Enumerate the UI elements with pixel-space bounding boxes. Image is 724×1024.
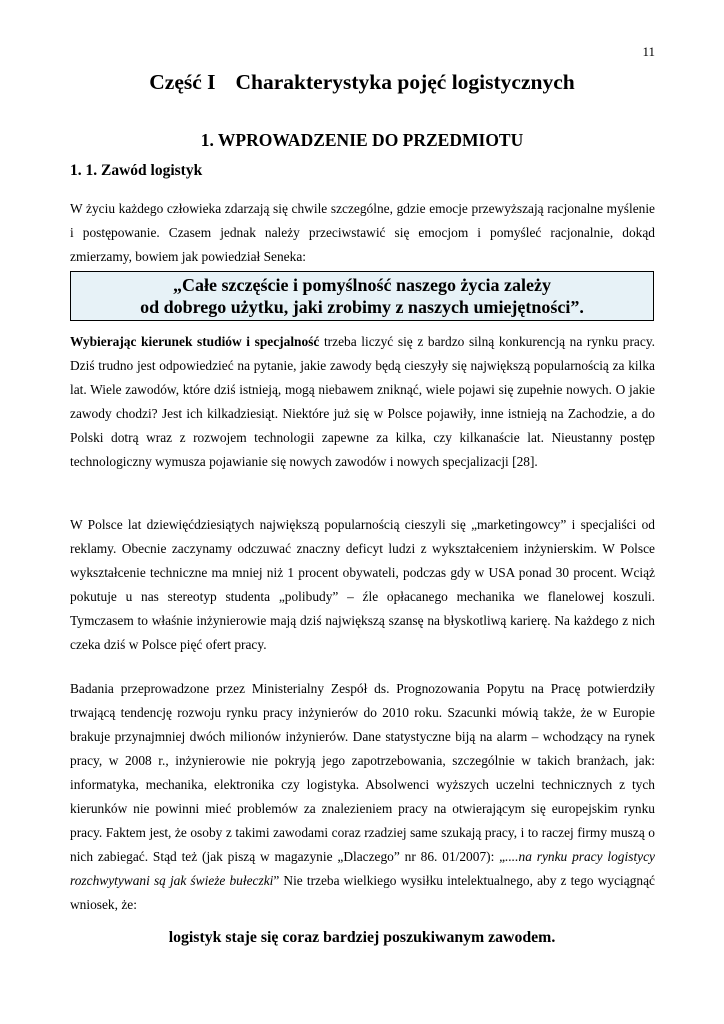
- seneca-quote: [70, 271, 654, 321]
- page-number: 11: [642, 44, 655, 59]
- paragraph-lead-bold: Wybierając kierunek studiów i specjalność: [70, 334, 320, 349]
- part-title: [0, 70, 724, 95]
- part-label: Część I: [149, 70, 216, 94]
- part-name: Charakterystyka pojęć logistycznych: [235, 70, 575, 94]
- paragraph-labour-market: [70, 677, 655, 917]
- paragraph-engineers-demand: W Polsce lat dziewięćdziesiątych największą popularnością cieszyli się „marketingowcy” i specjaliści od reklamy. Obecnie zaczynamy odczuwać znaczny deficyt ludzi z wykształceniem inżynierskim. W Polsce wykształcenie techniczne ma mniej niż 1 procent obywateli, podczas gdy w USA ponad 30 procent. Wciąż pokutuje u nas stereotyp studenta „polibudy” – źle opłacanego mechanika we flanelowej koszuli. Tymczasem to właśnie inżynierowie mają dziś największą szansę na błyskotliwą karierę. Na każdego z nich czeka dziś w Polsce pięć ofert pracy.: [70, 517, 655, 652]
- section-title: 1. 1. Zawód logistyk: [70, 162, 203, 179]
- quote-line-1: „Całe szczęście i pomyślność naszego życia zależy: [173, 275, 551, 295]
- paragraph-labour-market-text: Badania przeprowadzone przez Ministerialny Zespół ds. Prognozowania Popytu na Pracę potwierdziły trwającą tendencję rozwoju rynku pracy inżynierów do 2010 roku. Szacunki mówią także, że w Europie brakuje przynajmniej dwóch milionów inżynierów. Dane statystyczne biją na alarm – wchodzący na rynek pracy, w 2008 r., inżynierowie nie pokryją jego zapotrzebowania, szczególnie w takich branżach, jak: informatyka, mechanika, elektronika czy logistyka. Absolwenci wyższych uczelni technicznych z tych kierunków nie powinni mieć problemów za znalezieniem pracy na otwierającym się europejskim rynku pracy. Faktem jest, że osoby z takimi zawodami coraz rzadziej same szukają pracy, i to raczej firmy muszą o nich zabiegać. Stąd też (jak piszą w magazynie „Dlaczego” nr 86. 01/2007): „: [70, 681, 655, 864]
- intro-paragraph: W życiu każdego człowieka zdarzają się chwile szczególne, gdzie emocje przewyższają racjonalne myślenie i postępowanie. Czasem jednak należy przeciwstawić się emocjom i pomyśleć racjonalnie, dokąd zmierzamy, bowiem jak powiedział Seneka:: [70, 201, 655, 264]
- paragraph-career-choice: [70, 330, 655, 474]
- magazine-quote-italic: ....na rynku pracy logistycy rozchwytywani są jak świeże bułeczki: [70, 849, 655, 888]
- quote-line-2: od dobrego użytku, jaki zrobimy z naszych umiejętności”.: [140, 297, 584, 317]
- conclusion-statement: logistyk staje się coraz bardziej poszukiwanym zawodem.: [168, 929, 556, 946]
- paragraph-labour-market-tail: ” Nie trzeba wielkiego wysiłku intelektualnego, aby z tego wyciągnąć wniosek, że:: [70, 873, 655, 912]
- paragraph-career-choice-text: trzeba liczyć się z bardzo silną konkurencją na rynku pracy. Dziś trudno jest odpowiedzieć na pytanie, jakie zawody będą cieszyły się największą popularnością za kilka lat. Wiele zawodów, które dziś istnieją, mogą niebawem zniknąć, wiele pojawi się zupełnie nowych. O jakie zawody chodzi? Jest ich kilkadziesiąt. Niektóre już się w Polsce pojawiły, inne istnieją na Zachodzie, a do Polski dotrą wraz z rozwojem technologii zapewne za kilka, czy kilkanaście lat. Nieustanny postęp technologiczny wymusza pojawianie się nowych zawodów i nowych specjalizacji [28].: [70, 334, 655, 469]
- chapter-title: 1. WPROWADZENIE DO PRZEDMIOTU: [200, 130, 524, 150]
